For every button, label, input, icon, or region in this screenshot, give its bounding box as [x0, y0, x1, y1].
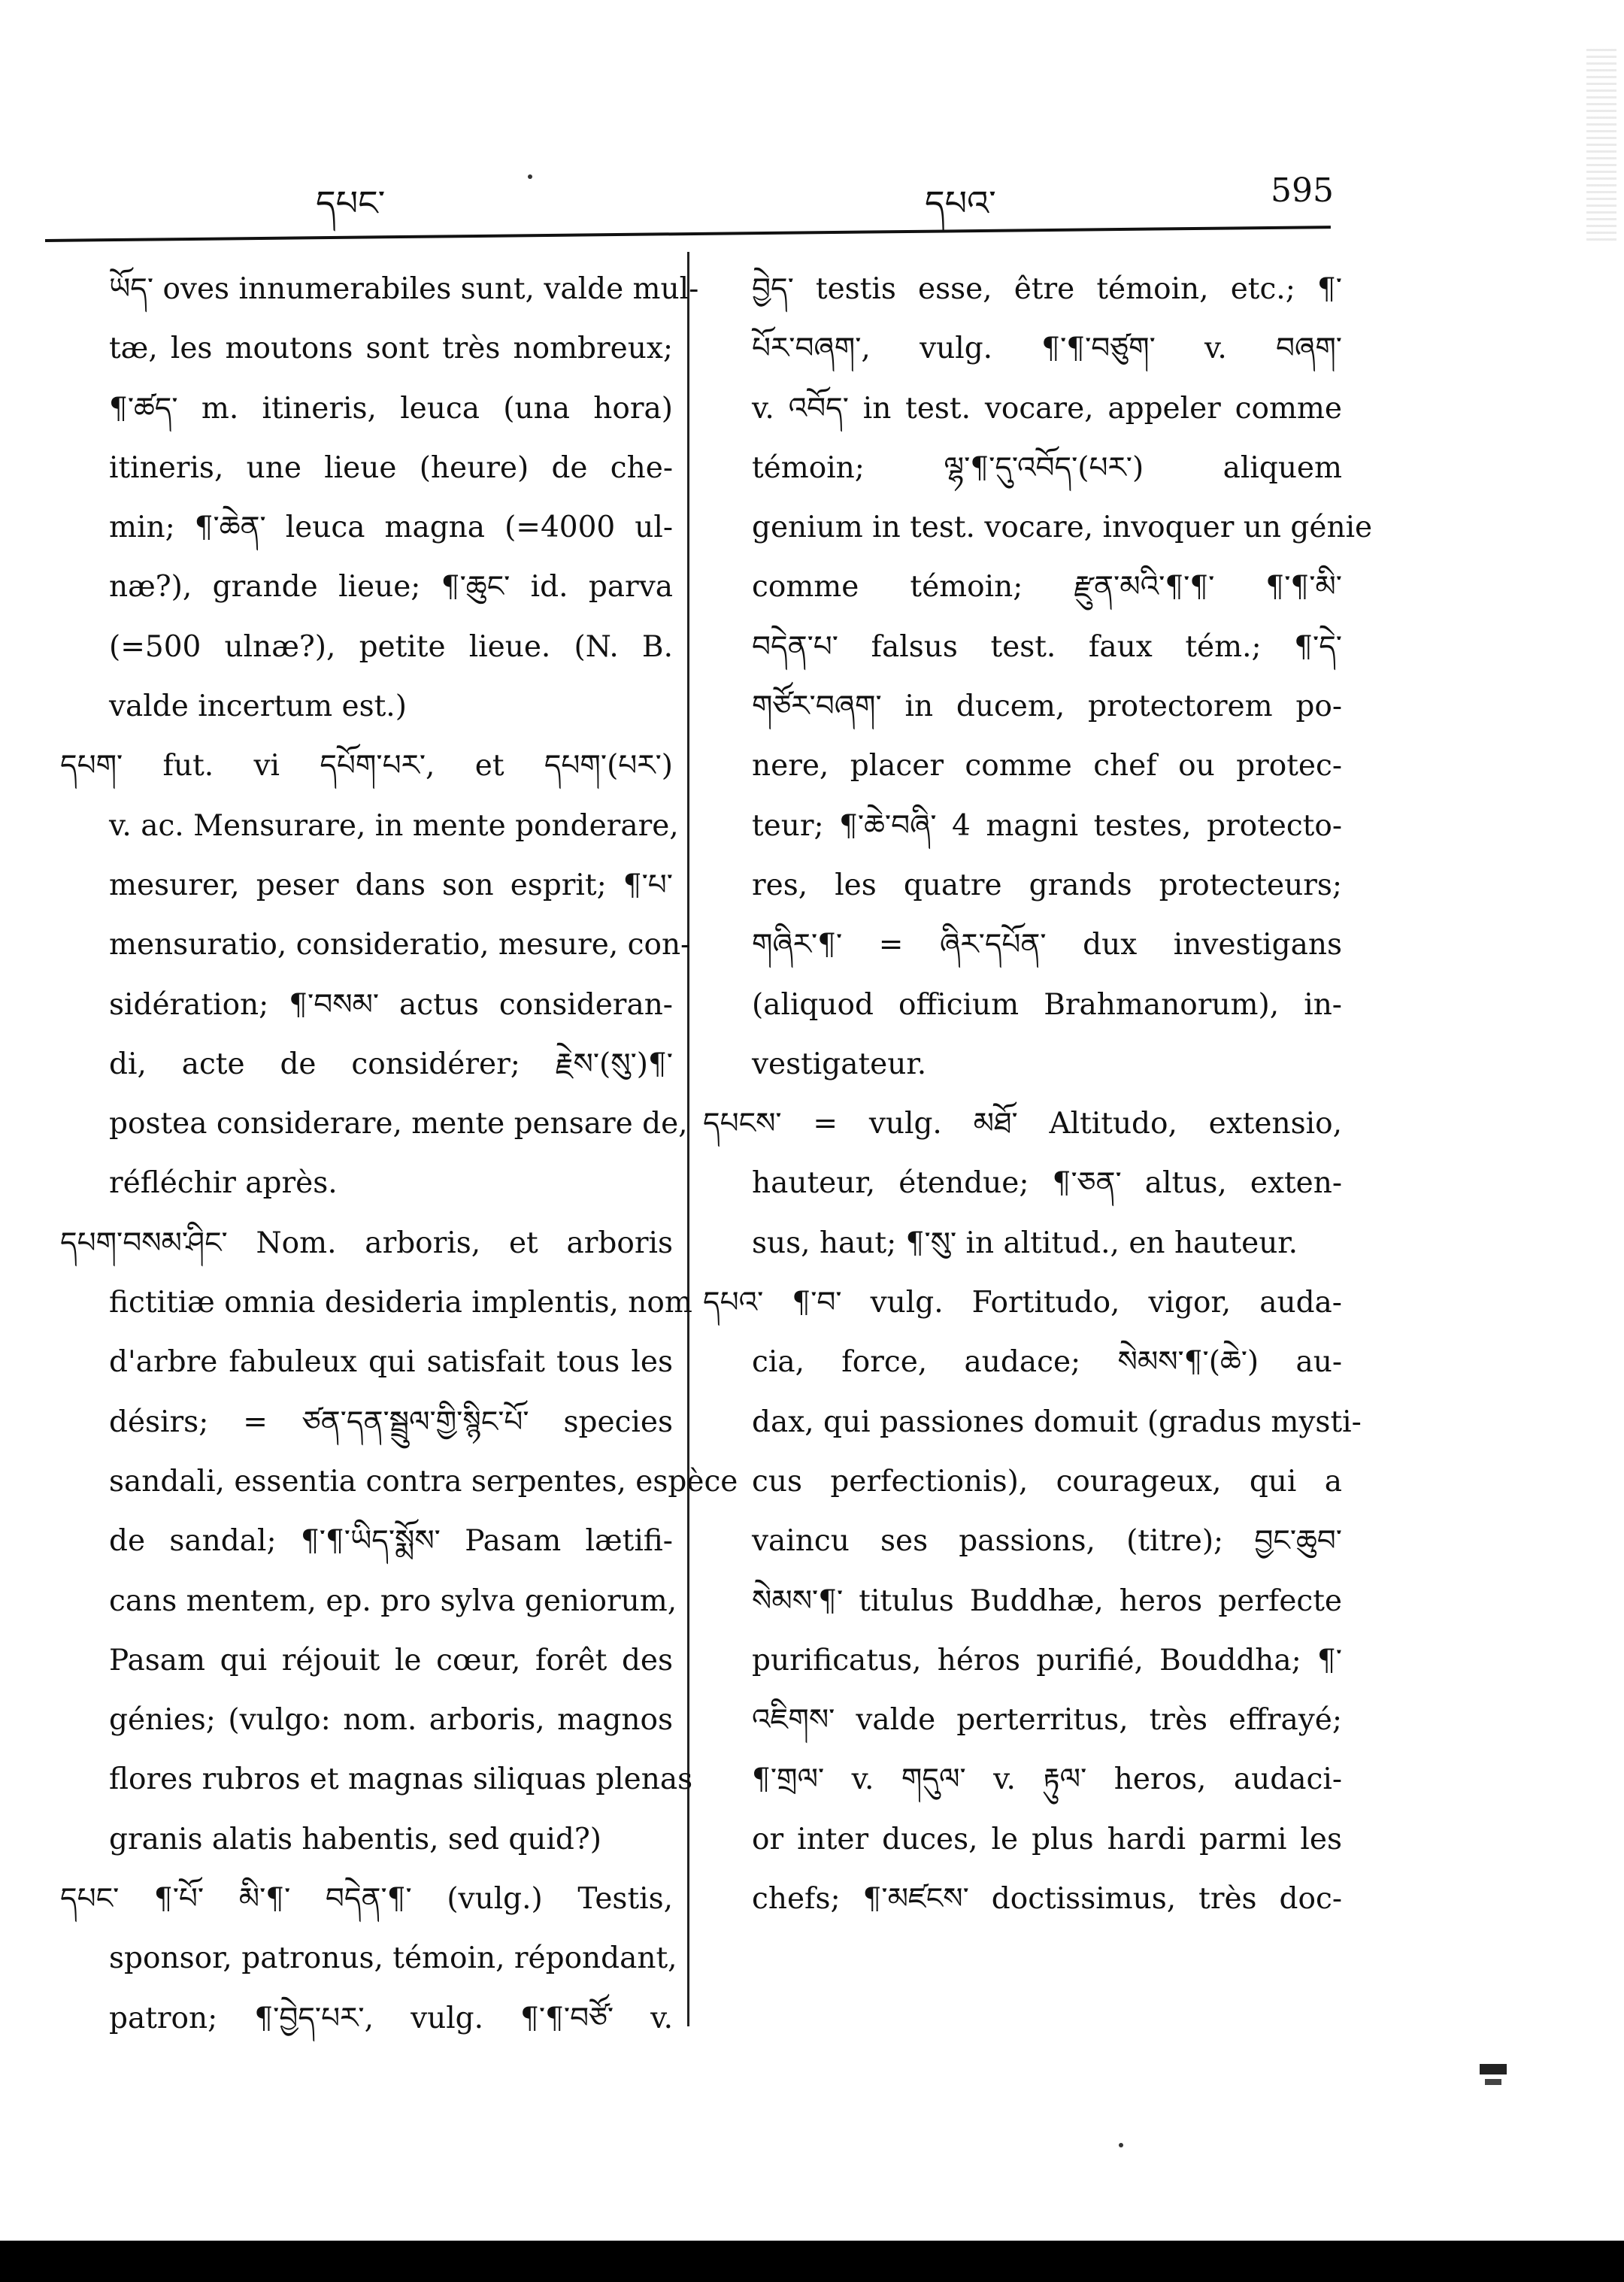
dictionary-line: དཔང་ ¶་པོ་ མི་¶་ བདེན་¶་ (vulg.) Testis, [60, 1882, 673, 1917]
dictionary-line: གཞིར་¶་ = ཞིར་དཔོན་ dux investigans [752, 928, 1342, 962]
dictionary-line: valde incertum est.) [109, 689, 407, 724]
dictionary-line: res, les quatre grands protecteurs; [752, 868, 1342, 902]
dictionary-line: བདེན་པ་ falsus test. faux tém.; ¶་དེ་ [752, 629, 1342, 664]
dictionary-line: པོར་བཞག་, vulg. ¶་¶་བཙུག་ v. བཞག་ [752, 332, 1342, 366]
dictionary-line: mensuratio, consideratio, mesure, con- [109, 928, 691, 962]
dictionary-line: དཔག་བསམ་ཤིང་ Nom. arboris, et arboris [60, 1226, 673, 1260]
dictionary-line: réfléchir après. [109, 1166, 338, 1201]
dictionary-line: nere, placer comme chef ou protec- [752, 749, 1342, 783]
dictionary-line: sus, haut; ¶་སུ་ in altitud., en hauteur. [752, 1226, 1298, 1260]
dictionary-line: di, acte de considérer; རྗེས་(སུ་)¶་ [109, 1047, 673, 1081]
dictionary-line: sandali, essentia contra serpentes, espèce [109, 1464, 738, 1499]
dictionary-line: cans mentem, ep. pro sylva geniorum, [109, 1583, 677, 1618]
dictionary-line: or inter duces, le plus hardi parmi les [752, 1822, 1342, 1856]
dictionary-line: næ?), grande lieue; ¶་ཆུང་ id. parva [109, 570, 673, 605]
left-running-head: དཔང་ [316, 183, 386, 223]
dictionary-line: དཔག་ fut. vi དཔོག་པར་, et དཔག་(པར་) [60, 749, 673, 783]
dictionary-line: ¶་ཚད་ m. itineris, leuca (una hora) [109, 391, 673, 426]
scan-bottom-band [0, 2241, 1624, 2282]
dictionary-line: de sandal; ¶་¶་ཡིད་སྨོས་ Pasam lætifi- [109, 1524, 673, 1559]
dictionary-line: vestigateur. [752, 1047, 927, 1081]
dictionary-line: désirs; = ཙན་དན་སྦྲུལ་གྱི་སྙིང་པོ་ species [109, 1405, 673, 1439]
dictionary-line: (aliquod officium Brahmanorum), in- [752, 987, 1342, 1022]
scan-speck [1119, 2143, 1123, 2147]
page-number: 595 [1271, 171, 1334, 210]
right-running-head: དཔའ་ [925, 183, 996, 223]
dictionary-line: génies; (vulgo: nom. arboris, magnos [109, 1703, 673, 1738]
scan-mark [1480, 2064, 1507, 2074]
scan-edge-noise [1586, 45, 1616, 241]
dictionary-line: དཔའ་ ¶་བ་ vulg. Fortitudo, vigor, auda- [703, 1286, 1342, 1320]
dictionary-line: དཔངས་ = vulg. མཐོ་ Altitudo, extensio, [703, 1107, 1342, 1141]
dictionary-line: flores rubros et magnas siliquas plenas [109, 1762, 693, 1797]
dictionary-line: dax, qui passiones domuit (gradus mysti- [752, 1405, 1362, 1439]
dictionary-line: sponsor, patronus, témoin, répondant, [109, 1941, 677, 1976]
dictionary-line: genium in test. vocare, invoquer un génie [752, 511, 1373, 545]
dictionary-line: d'arbre fabuleux qui satisfait tous les [109, 1345, 673, 1380]
dictionary-line: mesurer, peser dans son esprit; ¶་པ་ [109, 868, 673, 902]
dictionary-line: འཇིགས་ valde perterritus, très effrayé; [752, 1703, 1342, 1738]
right-column [703, 259, 1373, 1929]
page-header [0, 0, 1624, 248]
dictionary-line: v. ac. Mensurare, in mente ponderare, [109, 808, 679, 843]
dictionary-line: v. འབོད་ in test. vocare, appeler comme [752, 391, 1342, 426]
dictionary-line: purificatus, héros purifié, Bouddha; ¶་ [752, 1643, 1342, 1677]
dictionary-line: cus perfectionis), courageux, qui a [752, 1464, 1342, 1499]
dictionary-line: ཡོད་ oves innumerabiles sunt, valde mul- [109, 272, 699, 306]
dictionary-line: cia, force, audace; སེམས་¶་(ཆེ་) au- [752, 1345, 1342, 1380]
dictionary-line: hauteur, étendue; ¶་ཅན་ altus, exten- [752, 1166, 1342, 1201]
dictionary-line: vaincu ses passions, (titre); བྱང་ཆུབ་ [752, 1524, 1342, 1559]
dictionary-line: (=500 ulnæ?), petite lieue. (N. B. [109, 629, 673, 664]
dictionary-line: postea considerare, mente pensare de, [109, 1107, 688, 1141]
dictionary-line: itineris, une lieue (heure) de che- [109, 450, 673, 485]
scan-speck [528, 174, 532, 179]
dictionary-line: teur; ¶་ཆེ་བཞི་ 4 magni testes, protecto- [752, 808, 1342, 843]
left-column [60, 259, 738, 2048]
dictionary-line: བྱེད་ testis esse, être témoin, etc.; ¶་ [752, 272, 1342, 306]
dictionary-line: ¶་གྲལ་ v. གདུལ་ v. རྟུལ་ heros, audaci- [752, 1762, 1342, 1797]
dictionary-line: tæ, les moutons sont très nombreux; [109, 332, 673, 366]
dictionary-line: སེམས་¶་ titulus Buddhæ, heros perfecte [752, 1583, 1342, 1618]
dictionary-line: min; ¶་ཆེན་ leuca magna (=4000 ul- [109, 511, 673, 545]
dictionary-line: chefs; ¶་མཛངས་ doctissimus, très doc- [752, 1882, 1342, 1917]
dictionary-line: témoin; ལྷ་¶་དུ་འབོད་(པར་) aliquem [752, 450, 1342, 485]
dictionary-line: granis alatis habentis, sed quid?) [109, 1822, 601, 1856]
dictionary-line: sidération; ¶་བསམ་ actus consideran- [109, 987, 673, 1022]
scan-mark [1485, 2079, 1501, 2085]
dictionary-line: Pasam qui réjouit le cœur, forêt des [109, 1643, 673, 1677]
dictionary-line: comme témoin; རྫུན་མའི་¶་¶་ ¶་¶་མི་ [752, 570, 1342, 605]
dictionary-line: fictitiæ omnia desideria implentis, nom [109, 1286, 692, 1320]
dictionary-line: patron; ¶་བྱེད་པར་, vulg. ¶་¶་བཙོ་ v. [109, 2001, 673, 2035]
dictionary-line: གཙོར་བཞག་ in ducem, protectorem po- [752, 689, 1342, 724]
